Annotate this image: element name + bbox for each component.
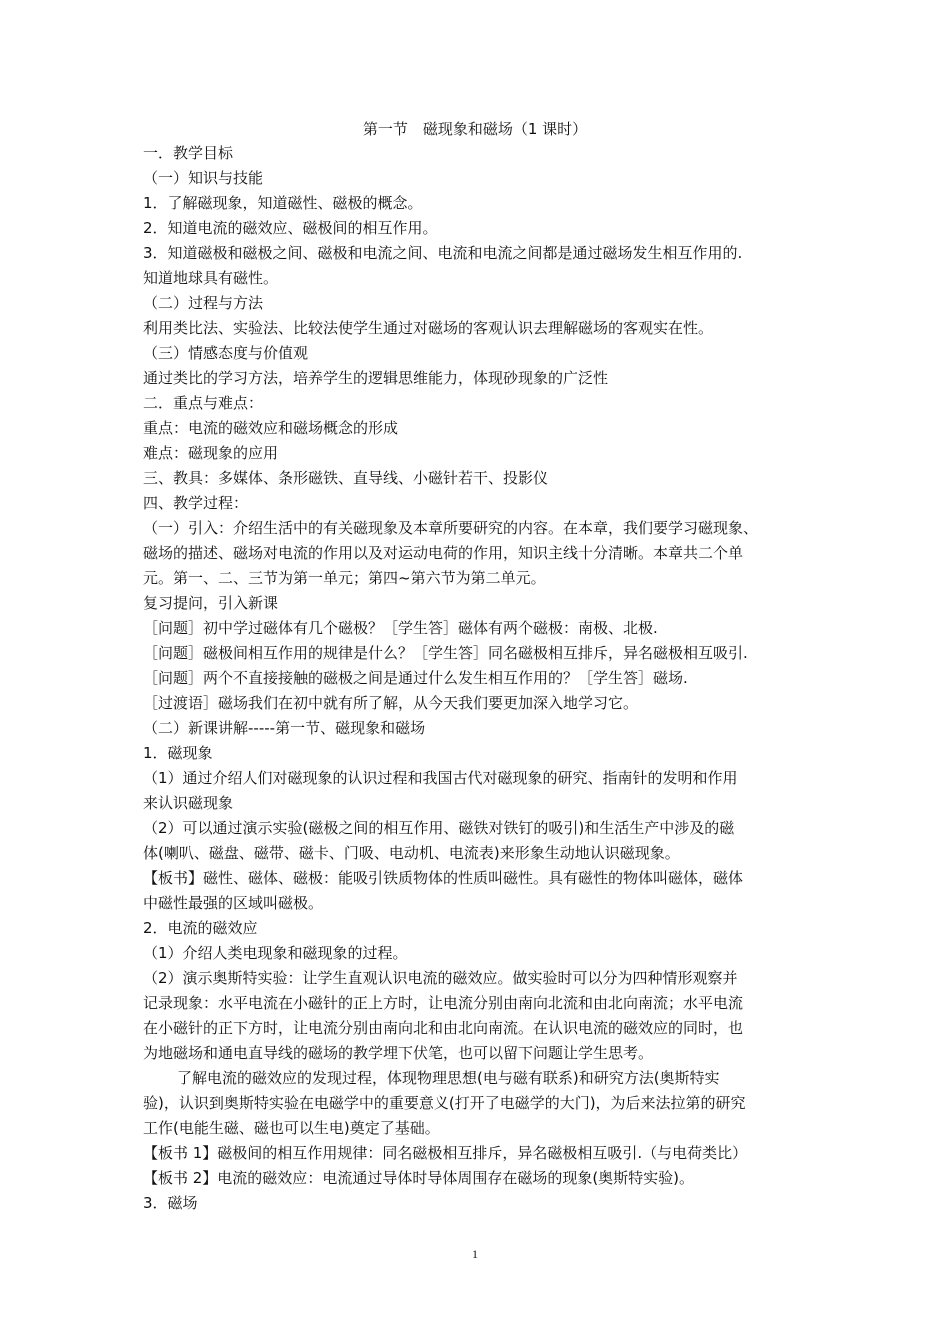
transition-line: ［过渡语］磁场我们在初中就有所了解，从今天我们要更加深入地学习它。: [143, 694, 639, 712]
question-line-2: ［问题］磁极间相互作用的规律是什么？［学生答］同名磁极相互排斥，异名磁极相互吸引.: [143, 644, 748, 662]
heading-key-difficult-points: 二．重点与难点：: [143, 394, 264, 412]
question-line-1: ［问题］初中学过磁体有几个磁极？［学生答］磁体有两个磁极：南极、北极.: [143, 619, 658, 637]
current-effect-item-1: （1）介绍人类电现象和磁现象的过程。: [143, 944, 408, 962]
attitudes-values-text: 通过类比的学习方法，培养学生的逻辑思维能力，体现砂现象的广泛性: [143, 369, 609, 387]
heading-teaching-process: 四、教学过程：: [143, 494, 249, 512]
oersted-paragraph-line-2: 验)，认识到奥斯特实验在电磁学中的重要意义(打开了电磁学的大门)，为后来法拉第的研究: [143, 1094, 746, 1112]
current-effect-item-2: （2）演示奥斯特实验：让学生直观认识电流的磁效应。做实验时可以分为四种情形观察并: [143, 969, 738, 987]
section-magnetic-phenomena: 1．磁现象: [143, 744, 213, 762]
review-questions-heading: 复习提问，引入新课: [143, 594, 279, 612]
document-title: 第一节 磁现象和磁场（1 课时）: [362, 120, 588, 138]
subheading-attitudes-values: （三）情感态度与价值观: [143, 344, 309, 362]
process-methods-text: 利用类比法、实验法、比较法使学生通过对磁场的客观认识去理解磁场的客观实在性。: [143, 319, 714, 337]
teaching-aids-text: 三、教具：多媒体、条形磁铁、直导线、小磁针若干、投影仪: [143, 469, 549, 487]
intro-paragraph-line-3: 元。第一、二、三节为第一单元；第四~第六节为第二单元。: [143, 569, 546, 587]
blackboard-note-magnetism: 【板书】磁性、磁体、磁极：能吸引铁质物体的性质叫磁性。具有磁性的物体叫磁体，磁体: [143, 869, 744, 887]
magnetic-phenomena-item-2: （2）可以通过演示实验(磁极之间的相互作用、磁铁对铁钉的吸引)和生活生产中涉及的磁: [143, 819, 735, 837]
question-line-3: ［问题］两个不直接接触的磁极之间是通过什么发生相互作用的？［学生答］磁场.: [143, 669, 688, 687]
oersted-paragraph-line-1: 了解电流的磁效应的发现过程，体现物理思想(电与磁有联系)和研究方法(奥斯特实: [177, 1069, 720, 1087]
current-effect-item-2-cont-2: 在小磁针的正下方时，让电流分别由南向北和由北向南流。在认识电流的磁效应的同时，也: [143, 1019, 744, 1037]
document-body: [143, 141, 809, 1216]
section-current-magnetic-effect: 2．电流的磁效应: [143, 919, 258, 937]
new-lesson-heading: （二）新课讲解-----第一节、磁现象和磁场: [143, 719, 426, 737]
goal-item-3: 3．知道磁极和磁极之间、磁极和电流之间、电流和电流之间都是通过磁场发生相互作用的.: [143, 244, 743, 262]
intro-paragraph-line-1: （一）引入：介绍生活中的有关磁现象及本章所要研究的内容。在本章，我们要学习磁现象、: [143, 519, 759, 537]
current-effect-item-2-cont-3: 为地磁场和通电直导线的磁场的教学埋下伏笔，也可以留下问题让学生思考。: [143, 1044, 654, 1062]
goal-item-1: 1．了解磁现象，知道磁性、磁极的概念。: [143, 194, 423, 212]
difficult-point-text: 难点：磁现象的应用: [143, 444, 279, 462]
section-magnetic-field: 3．磁场: [143, 1194, 198, 1212]
oersted-paragraph-line-3: 工作(电能生磁、磁也可以生电)奠定了基础。: [143, 1119, 440, 1137]
magnetic-phenomena-item-1-cont: 来认识磁现象: [143, 794, 234, 812]
magnetic-phenomena-item-2-cont: 体(喇叭、磁盘、磁带、磁卡、门吸、电动机、电流表)来形象生动地认识磁现象。: [143, 844, 680, 862]
blackboard-note-1: 【板书 1】磁极间的相互作用规律：同名磁极相互排斥，异名磁极相互吸引.（与电荷类比）: [143, 1144, 748, 1162]
goal-item-3-cont: 知道地球具有磁性。: [143, 269, 279, 287]
heading-teaching-goals: 一．教学目标: [143, 144, 234, 162]
blackboard-note-magnetism-cont: 中磁性最强的区域叫磁极。: [143, 894, 324, 912]
page-number: 1: [472, 1247, 478, 1261]
magnetic-phenomena-item-1: （1）通过介绍人们对磁现象的认识过程和我国古代对磁现象的研究、指南针的发明和作用: [143, 769, 738, 787]
intro-paragraph-line-2: 磁场的描述、磁场对电流的作用以及对运动电荷的作用，知识主线十分清晰。本章共二个单: [143, 544, 744, 562]
subheading-process-methods: （二）过程与方法: [143, 294, 264, 312]
current-effect-item-2-cont-1: 记录现象：水平电流在小磁针的正上方时，让电流分别由南向北流和由北向南流；水平电流: [143, 994, 744, 1012]
key-point-text: 重点：电流的磁效应和磁场概念的形成: [143, 419, 399, 437]
blackboard-note-2: 【板书 2】电流的磁效应：电流通过导体时导体周围存在磁场的现象(奥斯特实验)。: [143, 1169, 695, 1187]
subheading-knowledge-skills: （一）知识与技能: [143, 169, 264, 187]
goal-item-2: 2．知道电流的磁效应、磁极间的相互作用。: [143, 219, 438, 237]
